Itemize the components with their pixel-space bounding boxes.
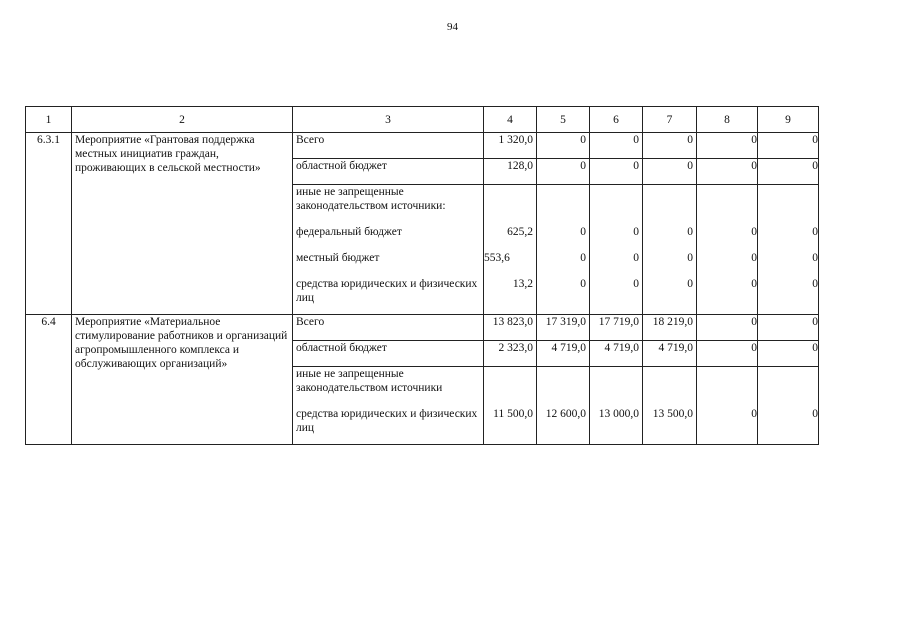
- measure-number: 6.3.1: [26, 133, 72, 315]
- funding-source: Всего: [293, 133, 484, 159]
- column-header: 1: [26, 107, 72, 133]
- value-cell: 4 719,0: [643, 341, 697, 367]
- page-number: 94: [447, 21, 458, 33]
- value-cell: 0: [758, 225, 819, 251]
- value-cell: [643, 367, 697, 407]
- value-cell: 0: [643, 133, 697, 159]
- value-cell: 0: [697, 225, 758, 251]
- value-cell: 18 219,0: [643, 315, 697, 341]
- value-cell: 0: [537, 225, 590, 251]
- value-cell: 17 319,0: [537, 315, 590, 341]
- value-cell: 0: [537, 133, 590, 159]
- value-cell: [758, 185, 819, 225]
- column-header: 3: [293, 107, 484, 133]
- value-cell: 0: [590, 225, 643, 251]
- measure-number: 6.4: [26, 315, 72, 445]
- value-cell: 128,0: [484, 159, 537, 185]
- column-header: 5: [537, 107, 590, 133]
- value-cell: 0: [590, 277, 643, 315]
- value-cell: 0: [643, 251, 697, 277]
- funding-source: областной бюджет: [293, 159, 484, 185]
- value-cell: [697, 367, 758, 407]
- funding-source: средства юридических и физических лиц: [293, 277, 484, 315]
- budget-table: [25, 106, 819, 445]
- value-cell: 4 719,0: [590, 341, 643, 367]
- funding-source: федеральный бюджет: [293, 225, 484, 251]
- value-cell: 0: [590, 251, 643, 277]
- value-cell: 13 500,0: [643, 407, 697, 445]
- value-cell: 0: [758, 251, 819, 277]
- value-cell: [484, 185, 537, 225]
- funding-source: областной бюджет: [293, 341, 484, 367]
- column-header: 6: [590, 107, 643, 133]
- measure-name: Мероприятие «Грантовая поддержка местных инициатив граждан, проживающих в сельской местности»: [72, 133, 293, 315]
- value-cell: 553,6: [484, 251, 537, 277]
- value-cell: 0: [697, 251, 758, 277]
- column-header: 2: [72, 107, 293, 133]
- value-cell: 0: [643, 277, 697, 315]
- value-cell: 2 323,0: [484, 341, 537, 367]
- measure-name: Мероприятие «Материальное стимулирование работников и организаций агропромышленного комплекса и обслуживающих организаций»: [72, 315, 293, 445]
- value-cell: 0: [758, 407, 819, 445]
- value-cell: 13,2: [484, 277, 537, 315]
- value-cell: [758, 367, 819, 407]
- value-cell: 13 823,0: [484, 315, 537, 341]
- value-cell: 0: [590, 133, 643, 159]
- value-cell: 11 500,0: [484, 407, 537, 445]
- value-cell: 0: [697, 407, 758, 445]
- value-cell: [590, 185, 643, 225]
- value-cell: 0: [643, 225, 697, 251]
- value-cell: 0: [697, 277, 758, 315]
- value-cell: 0: [758, 341, 819, 367]
- value-cell: [590, 367, 643, 407]
- value-cell: 17 719,0: [590, 315, 643, 341]
- value-cell: 0: [537, 251, 590, 277]
- funding-source: средства юридических и физических лиц: [293, 407, 484, 445]
- value-cell: 0: [697, 341, 758, 367]
- value-cell: 0: [697, 133, 758, 159]
- table-row: [26, 315, 819, 341]
- value-cell: 12 600,0: [537, 407, 590, 445]
- value-cell: 0: [758, 159, 819, 185]
- value-cell: [537, 367, 590, 407]
- value-cell: 0: [758, 315, 819, 341]
- value-cell: 0: [643, 159, 697, 185]
- value-cell: 0: [697, 159, 758, 185]
- value-cell: 0: [758, 277, 819, 315]
- funding-source: Всего: [293, 315, 484, 341]
- table-row: [26, 133, 819, 159]
- header-row: [26, 107, 819, 133]
- funding-source: иные не запрещенные законодательством источники:: [293, 185, 484, 225]
- value-cell: 0: [537, 159, 590, 185]
- column-header: 7: [643, 107, 697, 133]
- column-header: 8: [697, 107, 758, 133]
- value-cell: 13 000,0: [590, 407, 643, 445]
- value-cell: 0: [590, 159, 643, 185]
- value-cell: 0: [537, 277, 590, 315]
- value-cell: 0: [758, 133, 819, 159]
- value-cell: [537, 185, 590, 225]
- value-cell: 0: [697, 315, 758, 341]
- value-cell: 4 719,0: [537, 341, 590, 367]
- column-header: 9: [758, 107, 819, 133]
- funding-source: местный бюджет: [293, 251, 484, 277]
- funding-source: иные не запрещенные законодательством источники: [293, 367, 484, 407]
- value-cell: [697, 185, 758, 225]
- column-header: 4: [484, 107, 537, 133]
- value-cell: 625,2: [484, 225, 537, 251]
- value-cell: [484, 367, 537, 407]
- value-cell: [643, 185, 697, 225]
- value-cell: 1 320,0: [484, 133, 537, 159]
